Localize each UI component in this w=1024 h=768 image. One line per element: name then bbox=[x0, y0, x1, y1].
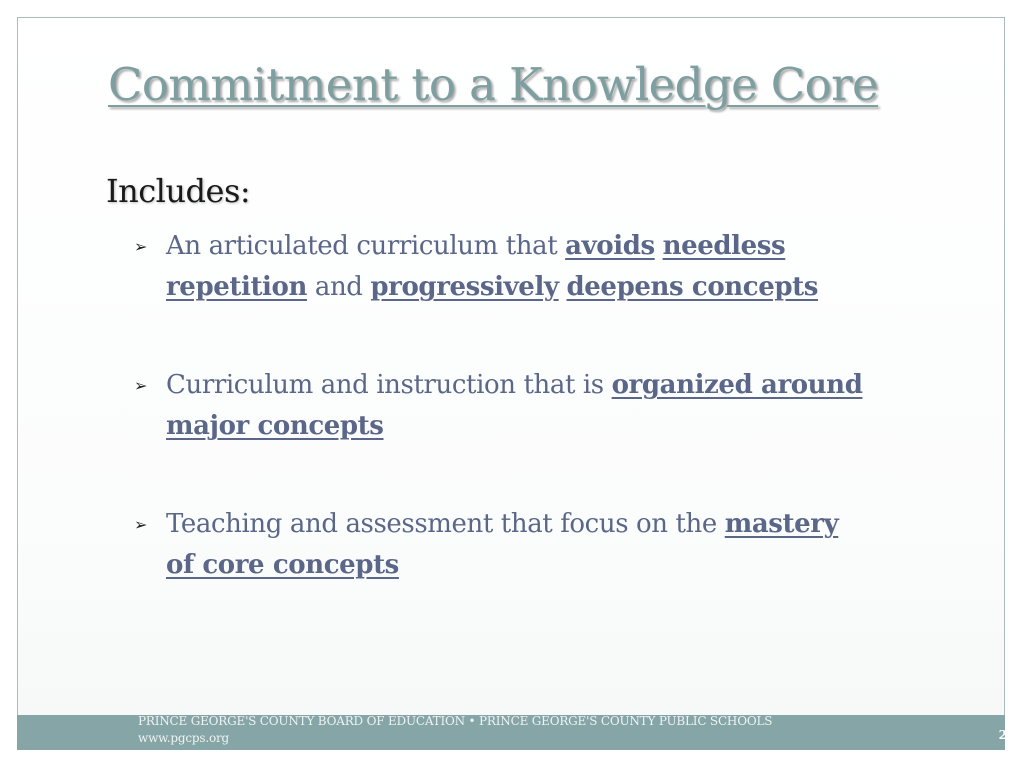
bullet-1-emphasis-deepens-concepts: deepens concepts bbox=[566, 272, 818, 302]
bullet-1-emphasis-avoids: avoids bbox=[565, 231, 655, 261]
bullet-3-text: Teaching and assessment that focus on the bbox=[166, 509, 725, 539]
bullet-1-emphasis-needless-repetition: needless repetition bbox=[166, 231, 786, 302]
arrow-bullet-icon: ➢ bbox=[134, 376, 148, 395]
bullet-3-emphasis: mastery of core concepts bbox=[166, 509, 839, 580]
bullet-list bbox=[134, 226, 864, 586]
footer-website-link[interactable]: www.pgcps.org bbox=[138, 731, 229, 745]
bullet-item-2 bbox=[134, 365, 864, 447]
bullet-2-text: Curriculum and instruction that is bbox=[166, 370, 612, 400]
bullet-1-space-2 bbox=[559, 272, 567, 302]
slide-subtitle: Includes: bbox=[106, 172, 251, 210]
bullet-2-emphasis: organized around major concepts bbox=[166, 370, 863, 441]
bullet-1-emphasis-progressively: progressively bbox=[370, 272, 559, 302]
footer-organization: PRINCE GEORGE'S COUNTY BOARD OF EDUCATION • PRINCE GEORGE'S COUNTY PUBLIC SCHOOLS bbox=[138, 714, 773, 728]
arrow-bullet-icon: ➢ bbox=[134, 237, 148, 256]
bullet-item-3 bbox=[134, 504, 864, 586]
bullet-item-1 bbox=[134, 226, 864, 308]
arrow-bullet-icon: ➢ bbox=[134, 515, 148, 534]
bullet-1-space bbox=[655, 231, 663, 261]
bullet-1-and: and bbox=[306, 272, 371, 302]
page-number: 2 bbox=[998, 728, 1007, 742]
slide-title: Commitment to a Knowledge Core bbox=[108, 58, 879, 111]
bullet-1-text: An articulated curriculum that bbox=[166, 231, 566, 261]
